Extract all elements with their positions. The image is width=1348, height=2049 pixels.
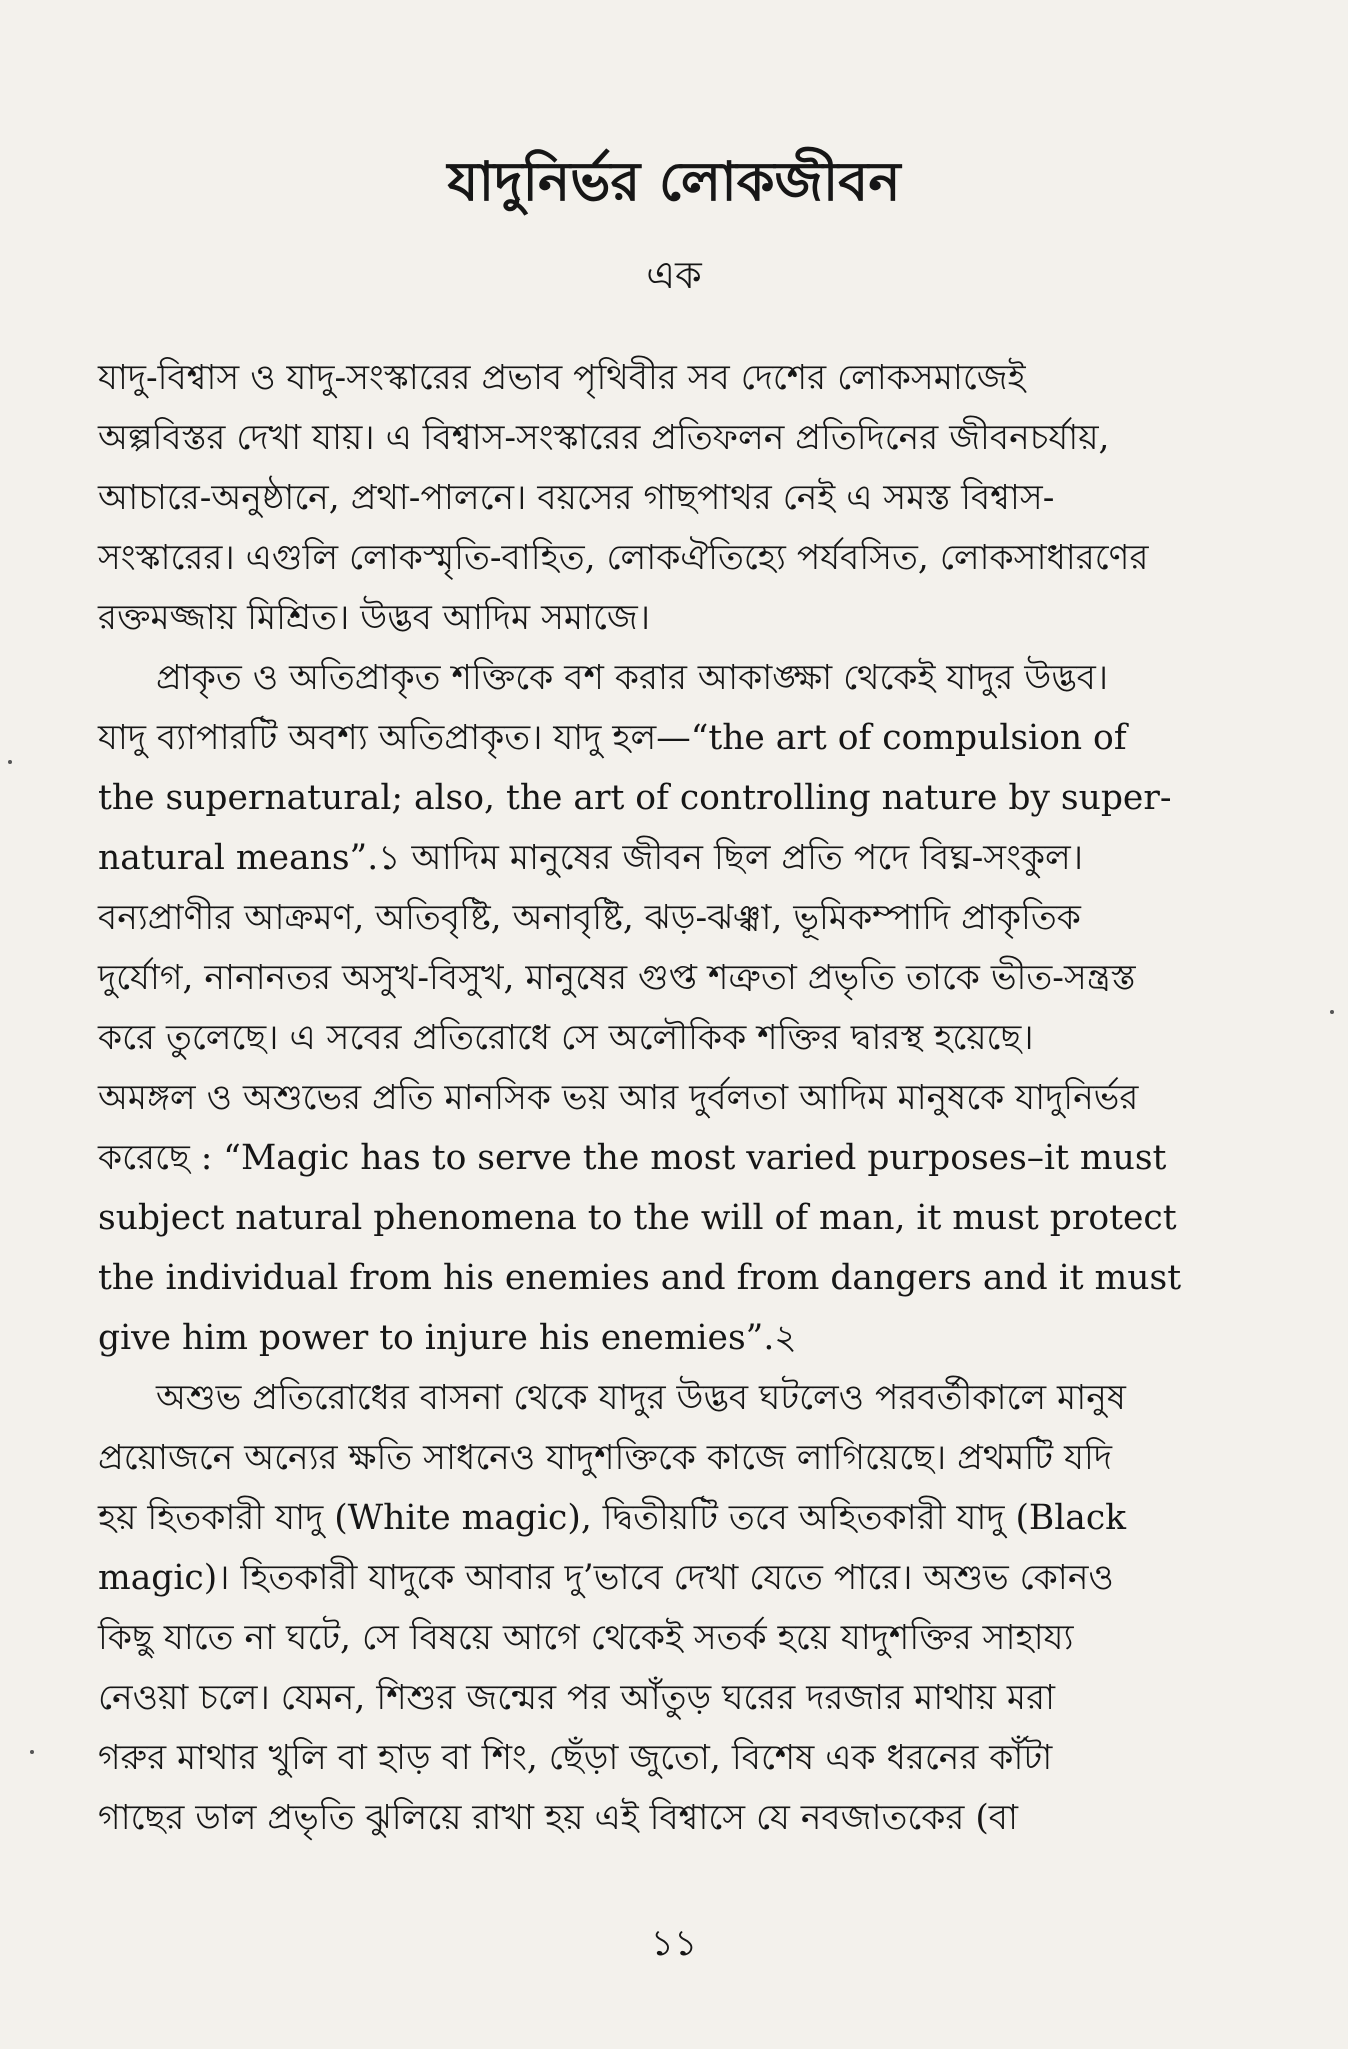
text-line: কিছু যাতে না ঘটে, সে বিষয়ে আগে থেকেই সতর্ক হয়ে যাদুশক্তির সাহায্য [98, 1618, 1074, 1658]
text-line: করেছে : “Magic has to serve the most varied purposes–it must [98, 1138, 1167, 1178]
text-line: আচারে-অনুষ্ঠানে, প্রথা-পালনে। বয়সের গাছপাথর নেই এ সমস্ত বিশ্বাস- [98, 478, 1055, 518]
text-line: দুর্যোগ, নানানতর অসুখ-বিসুখ, মানুষের গুপ্ত শত্রুতা প্রভৃতি তাকে ভীত-সন্ত্রস্ত [98, 958, 1136, 998]
text-line: নেওয়া চলে। যেমন, শিশুর জন্মের পর আঁতুড় ঘরের দরজার মাথায় মরা [98, 1678, 1056, 1718]
text-line: গাছের ডাল প্রভৃতি ঝুলিয়ে রাখা হয় এই বিশ্বাসে যে নবজাতকের (বা [98, 1798, 1018, 1838]
text-line: সংস্কারের। এগুলি লোকস্মৃতি-বাহিত, লোকঐতিহ্যে পর্যবসিত, লোকসাধারণের [98, 538, 1149, 578]
scan-speck [8, 760, 12, 764]
paragraph [98, 648, 1280, 1368]
text-line: অল্পবিস্তর দেখা যায়। এ বিশ্বাস-সংস্কারের প্রতিফলন প্রতিদিনের জীবনচর্যায়, [98, 418, 1110, 458]
scan-speck [30, 1750, 34, 1754]
text-line: রক্তমজ্জায় মিশ্রিত। উদ্ভব আদিম সমাজে। [98, 598, 651, 638]
text-line: natural means”.১ আদিম মানুষের জীবন ছিল প্রতি পদে বিঘ্ন-সংকুল। [98, 838, 1084, 878]
text-line: বন্যপ্রাণীর আক্রমণ, অতিবৃষ্টি, অনাবৃষ্টি, ঝড়-ঝঞ্ঝা, ভূমিকম্পাদি প্রাকৃতিক [98, 898, 1081, 938]
paragraph [98, 348, 1280, 648]
body-text [98, 348, 1280, 1848]
scan-speck [1330, 1010, 1334, 1014]
text-line: হয় হিতকারী যাদু (White magic), দ্বিতীয়টি তবে অহিতকারী যাদু (Black [98, 1498, 1127, 1538]
text-line: অশুভ প্রতিরোধের বাসনা থেকে যাদুর উদ্ভব ঘটলেও পরবর্তীকালে মানুষ [156, 1378, 1126, 1418]
text-line: গরুর মাথার খুলি বা হাড় বা শিং, ছেঁড়া জুতো, বিশেষ এক ধরনের কাঁটা [98, 1738, 1053, 1778]
text-line: করে তুলেছে। এ সবের প্রতিরোধে সে অলৌকিক শক্তির দ্বারস্থ হয়েছে। [98, 1018, 1034, 1058]
paragraph [98, 1368, 1280, 1848]
text-line: the individual from his enemies and from dangers and it must [98, 1258, 1182, 1298]
text-line: যাদু ব্যাপারটি অবশ্য অতিপ্রাকৃত। যাদু হল—“the art of compulsion of [98, 718, 1127, 758]
text-line: প্রাকৃত ও অতিপ্রাকৃত শক্তিকে বশ করার আকাঙ্ক্ষা থেকেই যাদুর উদ্ভব। [156, 658, 1109, 698]
chapter-title: যাদুনির্ভর লোকজীবন [447, 149, 901, 214]
page-number: ১১ [650, 1923, 698, 1964]
text-line: যাদু-বিশ্বাস ও যাদু-সংস্কারের প্রভাব পৃথিবীর সব দেশের লোকসমাজেই [98, 358, 1026, 398]
text-line: subject natural phenomena to the will of man, it must protect [98, 1198, 1177, 1238]
text-line: প্রয়োজনে অন্যের ক্ষতি সাধনেও যাদুশক্তিকে কাজে লাগিয়েছে। প্রথমটি যদি [98, 1438, 1112, 1478]
text-line: the supernatural; also, the art of controlling nature by super- [98, 778, 1172, 818]
section-number: এক [646, 253, 702, 297]
text-line: give him power to injure his enemies”.২ [98, 1318, 797, 1358]
text-line: অমঙ্গল ও অশুভের প্রতি মানসিক ভয় আর দুর্বলতা আদিম মানুষকে যাদুনির্ভর [98, 1078, 1139, 1118]
text-line: magic)। হিতকারী যাদুকে আবার দু’ভাবে দেখা যেতে পারে। অশুভ কোনও [98, 1558, 1114, 1598]
